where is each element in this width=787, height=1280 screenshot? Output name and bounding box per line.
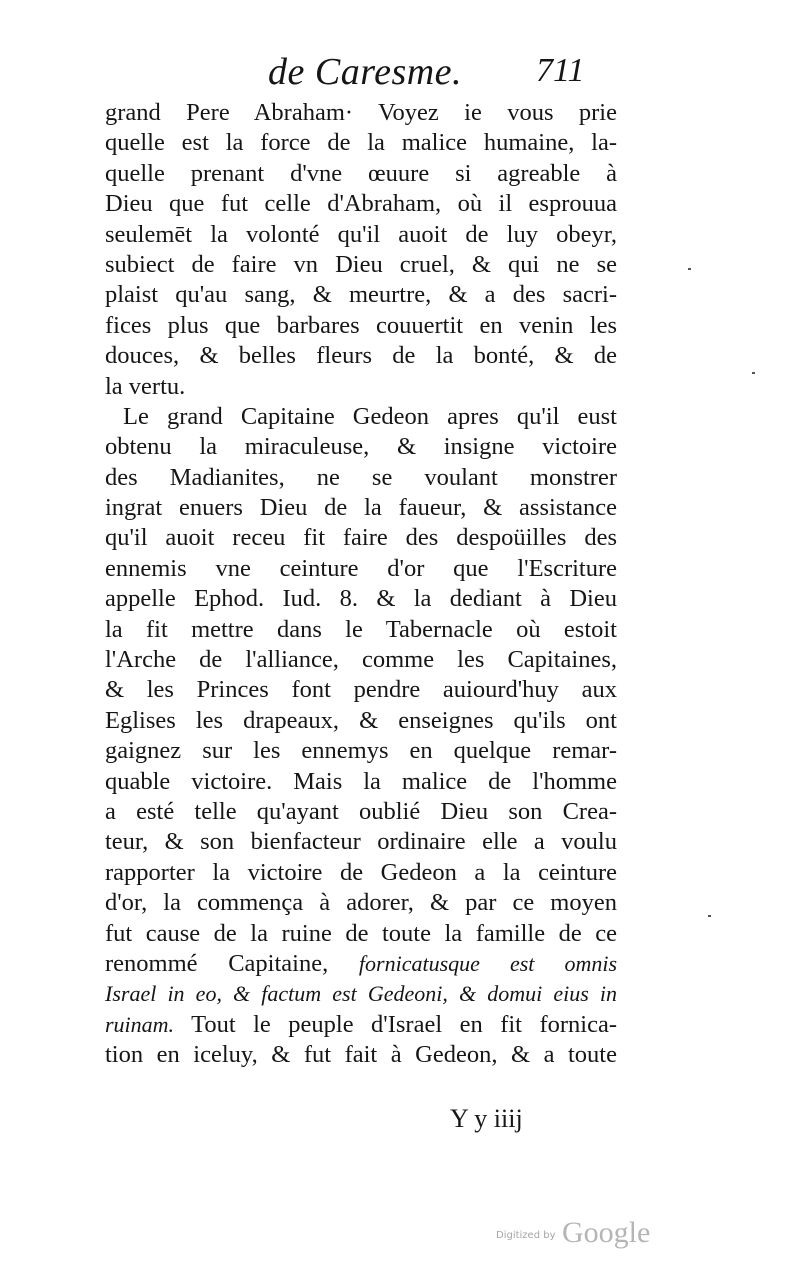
ink-speck bbox=[688, 268, 691, 270]
latin-quote: Israel in eo, & factum est Gedeoni, & domui eius in bbox=[105, 981, 617, 1007]
text-line-mixed bbox=[105, 1010, 617, 1040]
text-line-mixed bbox=[105, 949, 617, 979]
latin-quote: ruinam. bbox=[105, 1011, 175, 1037]
ink-speck bbox=[708, 915, 711, 917]
page-header bbox=[268, 50, 628, 100]
text-line: qu'il auoit receu fit faire des despoüilles des bbox=[105, 524, 617, 552]
text-line: ennemis vne ceinture d'or que l'Escriture bbox=[105, 554, 617, 582]
body-text bbox=[105, 98, 617, 1071]
text-line: rapporter la victoire de Gedeon a la ceinture bbox=[105, 858, 617, 886]
text-line: subiect de faire vn Dieu cruel, & qui ne se bbox=[105, 250, 617, 278]
text-line: & les Princes font pendre auiourd'huy aux bbox=[105, 676, 617, 704]
text-line: grand Pere Abraham· Voyez ie vous prie bbox=[105, 99, 617, 126]
text-line: quable victoire. Mais la malice de l'homme bbox=[105, 767, 617, 795]
text-line: Eglises les drapeaux, & enseignes qu'ils ont bbox=[105, 706, 617, 734]
watermark-prefix: Digitized by bbox=[496, 1230, 556, 1241]
text-line: ingrat enuers Dieu de la faueur, & assistance bbox=[105, 494, 617, 522]
text-line-latin bbox=[105, 979, 617, 1009]
text-line: la fit mettre dans le Tabernacle où estoit bbox=[105, 615, 617, 643]
digitized-watermark bbox=[496, 1216, 666, 1256]
text-line: fices plus que barbares couuertit en venin les bbox=[105, 311, 617, 339]
text-line: l'Arche de l'alliance, comme les Capitaines, bbox=[105, 646, 617, 674]
text-line: obtenu la miraculeuse, & insigne victoire bbox=[105, 433, 617, 461]
text-line: appelle Ephod. Iud. 8. & la dediant à Dieu bbox=[105, 585, 617, 613]
roman-run: renommé Capitaine, bbox=[105, 949, 329, 977]
running-title: de Caresme. bbox=[268, 51, 463, 93]
latin-quote: fornicatusque est omnis bbox=[358, 950, 618, 976]
text-line: tion en iceluy, & fut fait à Gedeon, & a toute bbox=[105, 1041, 617, 1069]
ink-speck bbox=[752, 372, 755, 374]
text-line: douces, & belles fleurs de la bonté, & de bbox=[105, 342, 617, 370]
text-line: la vertu. bbox=[105, 372, 186, 400]
google-logo: Google bbox=[562, 1216, 651, 1249]
text-line: quelle est la force de la malice humaine, la- bbox=[105, 129, 617, 157]
text-line: teur, & son bienfacteur ordinaire elle a voulu bbox=[105, 828, 617, 856]
text-line: plaist qu'au sang, & meurtre, & a des sacri- bbox=[105, 281, 617, 309]
text-line: a esté telle qu'ayant oublié Dieu son Crea- bbox=[105, 797, 617, 825]
text-line: quelle prenant d'vne œuure si agreable à bbox=[105, 159, 617, 187]
roman-run: Tout le peuple d'Israel en fit fornica- bbox=[191, 1010, 617, 1038]
text-line: Le grand Capitaine Gedeon apres qu'il eust bbox=[123, 402, 617, 430]
text-line: fut cause de la ruine de toute la famille de ce bbox=[105, 919, 617, 947]
page-number: 711 bbox=[536, 52, 585, 89]
signature-mark: Y y iiij bbox=[450, 1104, 523, 1133]
text-line: Dieu que fut celle d'Abraham, où il esprouua bbox=[105, 190, 617, 218]
text-line: d'or, la commença à adorer, & par ce moyen bbox=[105, 889, 617, 917]
text-line: gaignez sur les ennemys en quelque remar- bbox=[105, 737, 617, 765]
text-line: seulemēt la volonté qu'il auoit de luy obeyr, bbox=[105, 220, 617, 248]
text-line: des Madianites, ne se voulant monstrer bbox=[105, 463, 617, 491]
